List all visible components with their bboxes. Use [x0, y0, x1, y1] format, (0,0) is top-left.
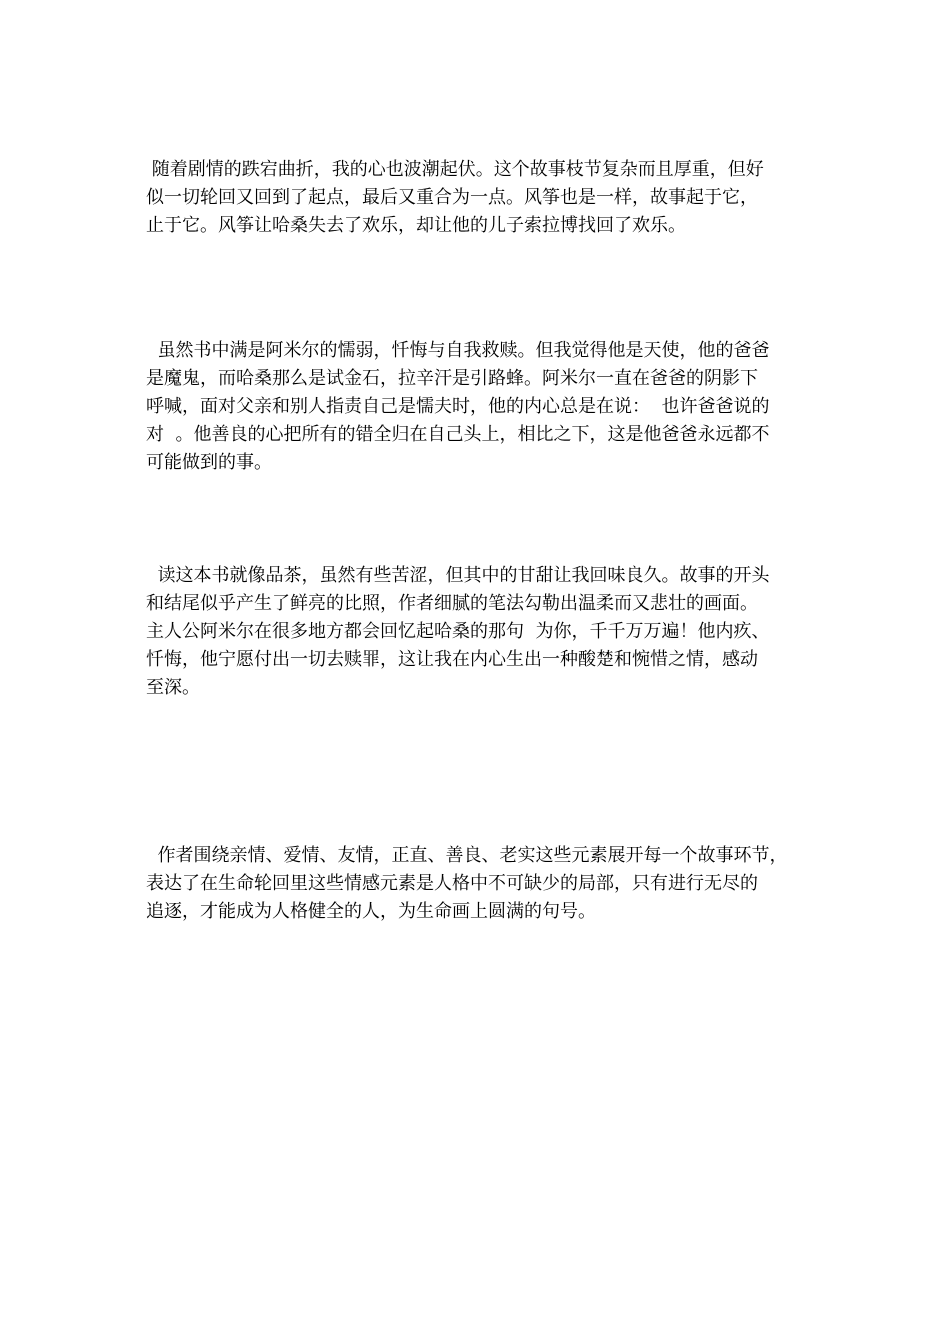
- paragraph-line: 是魔鬼，而哈桑那么是试金石，拉辛汗是引路蜂。阿米尔一直在爸爸的阴影下: [146, 368, 758, 389]
- paragraph-line: 和结尾似乎产生了鲜亮的比照，作者细腻的笔法勾勒出温柔而又悲壮的画面。: [146, 593, 758, 614]
- paragraph-line: 止于它。风筝让哈桑失去了欢乐，却让他的儿子索拉博找回了欢乐。: [146, 215, 686, 236]
- paragraph-line: 呼喊，面对父亲和别人指责自己是懦夫时，他的内心总是在说： 也许爸爸说的: [146, 396, 770, 417]
- paragraph-line: 忏悔，他宁愿付出一切去赎罪，这让我在内心生出一种酸楚和惋惜之情，感动: [146, 649, 758, 670]
- paragraph-1: [146, 156, 826, 240]
- paragraph-line: 作者围绕亲情、爱情、友情，正直、善良、老实这些元素展开每一个故事环节，: [146, 845, 788, 866]
- paragraph-line: 似一切轮回又回到了起点，最后又重合为一点。风筝也是一样，故事起于它，: [146, 187, 758, 208]
- paragraph-line: 至深。: [146, 677, 200, 698]
- paragraph-4: [146, 842, 826, 926]
- paragraph-2: [146, 337, 826, 477]
- paragraph-line: 读这本书就像品茶，虽然有些苦涩，但其中的甘甜让我回味良久。故事的开头: [146, 565, 770, 586]
- paragraph-line: 随着剧情的跌宕曲折，我的心也波潮起伏。这个故事枝节复杂而且厚重，但好: [146, 159, 764, 180]
- paragraph-line: 虽然书中满是阿米尔的懦弱，忏悔与自我救赎。但我觉得他是天使，他的爸爸: [146, 340, 770, 361]
- paragraph-line: 可能做到的事。: [146, 452, 272, 473]
- paragraph-3: [146, 562, 826, 702]
- paragraph-line: 表达了在生命轮回里这些情感元素是人格中不可缺少的局部，只有进行无尽的: [146, 873, 758, 894]
- paragraph-line: 对 。他善良的心把所有的错全归在自己头上，相比之下，这是他爸爸永远都不: [146, 424, 770, 445]
- paragraph-line: 追逐，才能成为人格健全的人，为生命画上圆满的句号。: [146, 901, 596, 922]
- paragraph-line: 主人公阿米尔在很多地方都会回忆起哈桑的那句 为你，千千万万遍！他内疚、: [146, 621, 770, 642]
